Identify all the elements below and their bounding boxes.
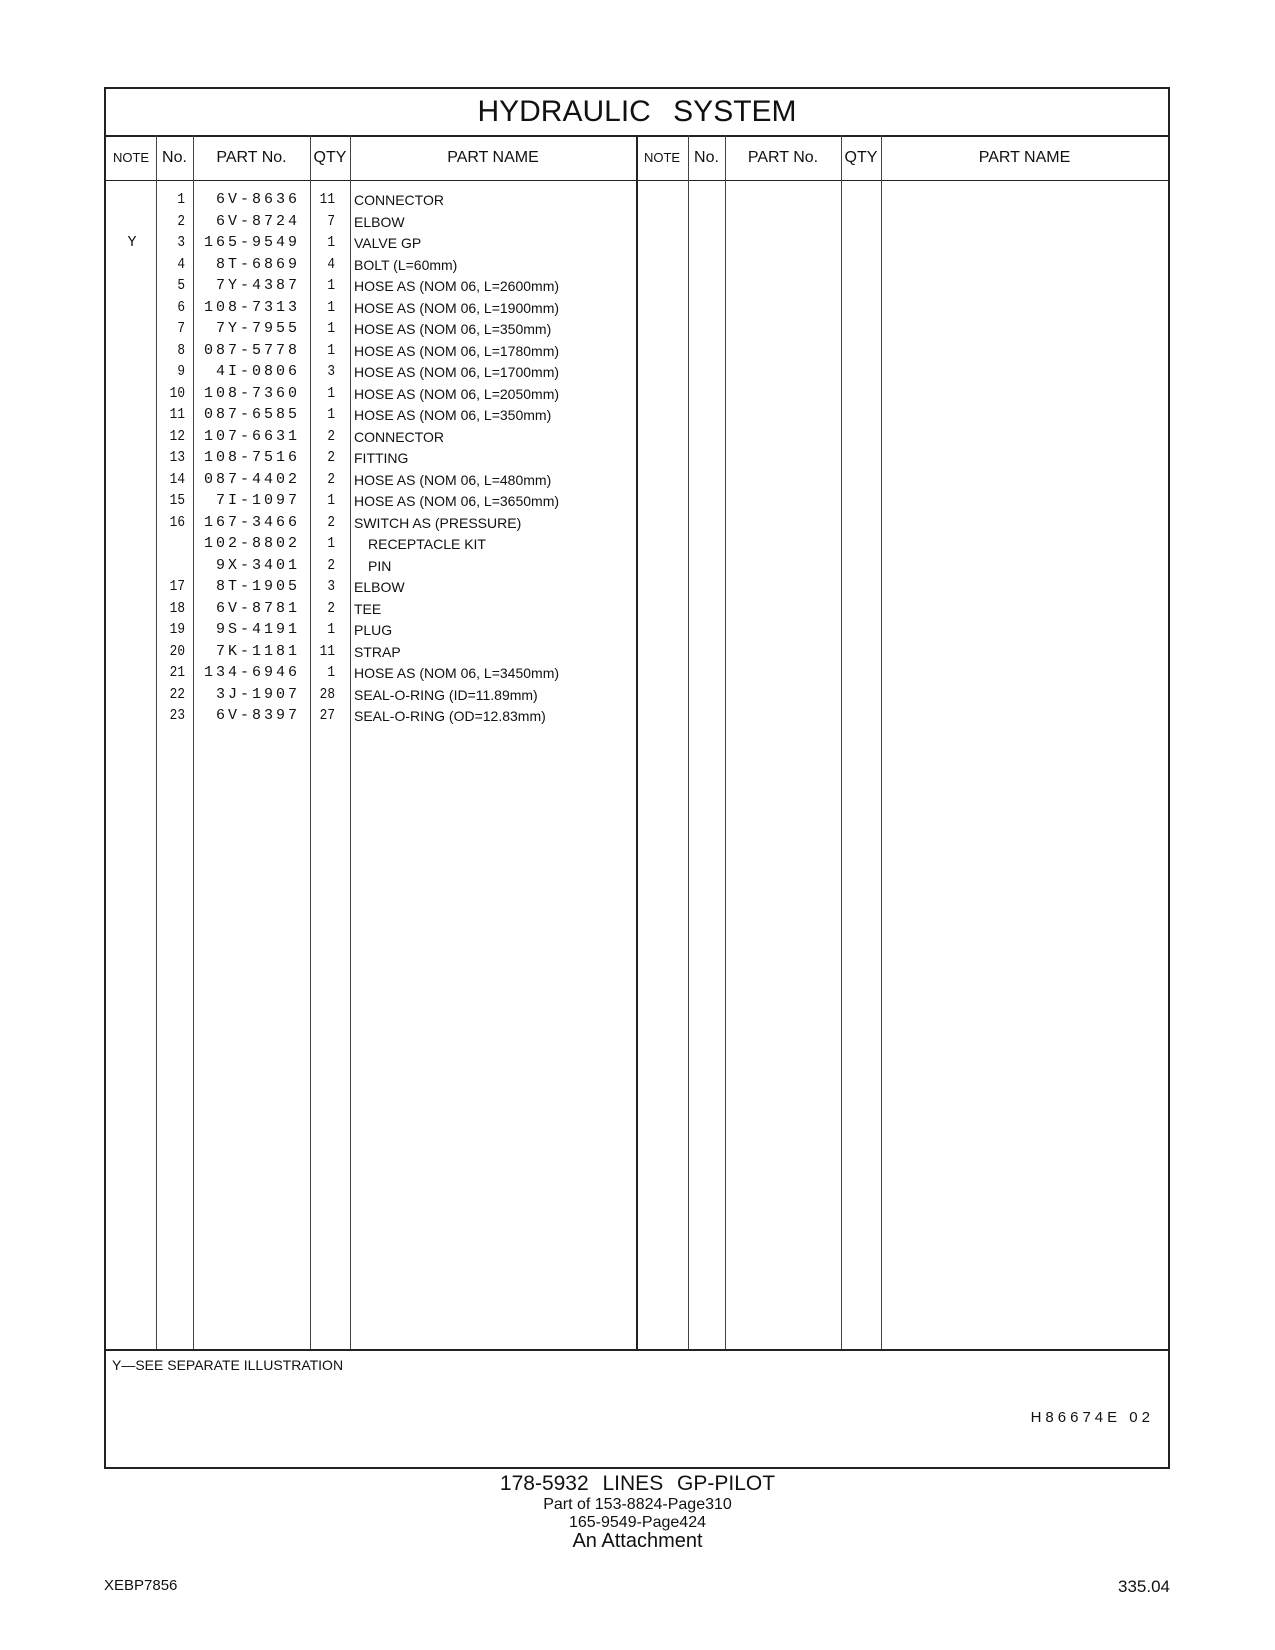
header-part-name-right: PART NAME (978, 149, 1071, 166)
row-number: 22 (169, 685, 185, 703)
table-row (106, 490, 640, 512)
row-part-name: SEAL-O-RING (OD=12.83mm) (354, 708, 546, 724)
footnote: Y—SEE SEPARATE ILLUSTRATION (112, 1357, 344, 1373)
row-number: 16 (169, 513, 185, 531)
row-part-name: HOSE AS (NOM 06, L=1780mm) (354, 342, 560, 359)
table-row (106, 254, 640, 276)
row-quantity: 1 (327, 320, 335, 337)
row-part-number: 6V-8397 (215, 707, 300, 724)
row-quantity: 1 (327, 277, 335, 294)
row-quantity: 4 (327, 255, 335, 273)
row-part-number: 107-6631 (203, 427, 300, 445)
caption-reference: 165-9549-Page424 (568, 1514, 706, 1531)
column-divider (881, 135, 882, 1349)
row-number: 21 (169, 664, 185, 681)
row-part-number: 102-8802 (203, 535, 300, 552)
row-part-name: CONNECTOR (354, 192, 444, 208)
table-bottom-rule (106, 1349, 1168, 1351)
table-row (106, 641, 640, 663)
row-part-number: 6V-8781 (215, 599, 300, 617)
header-part-no-right: PART No. (747, 149, 819, 166)
row-part-number: 165-9549 (203, 234, 300, 251)
row-quantity: 1 (327, 341, 335, 359)
row-quantity: 11 (319, 642, 335, 660)
caption-attachment: An Attachment (572, 1530, 703, 1552)
row-number: 20 (169, 642, 185, 660)
row-part-number: 7K-1181 (215, 642, 300, 660)
row-part-name: FITTING (354, 450, 409, 466)
row-number: 23 (169, 707, 185, 724)
row-quantity: 1 (327, 535, 335, 552)
row-part-name: HOSE AS (NOM 06, L=1700mm) (354, 364, 560, 380)
table-row (106, 447, 640, 469)
row-part-name: HOSE AS (NOM 06, L=2050mm) (354, 385, 560, 402)
row-quantity: 28 (319, 685, 335, 703)
row-quantity: 1 (327, 384, 335, 402)
table-row (106, 232, 640, 254)
row-part-name: ELBOW (354, 213, 405, 230)
row-number: 6 (177, 298, 185, 316)
row-number: 18 (169, 599, 185, 617)
row-quantity: 1 (327, 621, 335, 638)
row-number: 3 (177, 234, 185, 251)
row-quantity: 2 (327, 599, 335, 617)
row-part-number: 087-5778 (203, 341, 300, 359)
row-quantity: 2 (327, 556, 335, 574)
header-part-name: PART NAME (447, 149, 539, 166)
row-part-number: 167-3466 (203, 513, 300, 531)
row-note: Y (127, 234, 137, 251)
row-part-name: BOLT (L=60mm) (354, 256, 458, 273)
table-row (106, 211, 640, 233)
row-part-name: PIN (368, 557, 392, 574)
row-part-name: PLUG (354, 622, 393, 638)
header-qty-right: QTY (844, 149, 878, 166)
row-part-name: STRAP (354, 643, 401, 660)
row-part-number: 3J-1907 (215, 685, 300, 703)
row-quantity: 3 (327, 363, 335, 380)
row-quantity: 1 (327, 406, 335, 423)
row-number: 5 (177, 277, 185, 294)
table-row (106, 404, 640, 426)
caption-title: 178-5932 LINES GP-PILOT (499, 1472, 776, 1495)
row-part-name: CONNECTOR (354, 428, 444, 445)
row-quantity: 1 (327, 234, 335, 251)
row-number: 11 (169, 406, 185, 423)
row-part-number: 087-6585 (203, 406, 300, 423)
header-no: No. (162, 149, 187, 166)
row-quantity: 2 (327, 513, 335, 531)
row-part-number: 4I-0806 (215, 363, 300, 380)
illustration-code: H86674E 02 (1030, 1409, 1154, 1426)
header-note: NOTE (112, 150, 150, 165)
row-part-name: HOSE AS (NOM 06, L=3650mm) (354, 493, 560, 509)
row-quantity: 2 (327, 427, 335, 445)
table-row (106, 533, 640, 555)
row-part-number: 8T-6869 (215, 255, 300, 273)
row-quantity: 2 (327, 449, 335, 466)
row-part-number: 9S-4191 (215, 621, 300, 638)
table-row (106, 576, 640, 598)
row-part-name: ELBOW (354, 579, 405, 595)
header-part-no: PART No. (216, 149, 287, 166)
page-title: HYDRAULIC SYSTEM (106, 89, 1168, 137)
row-number: 14 (169, 470, 185, 488)
row-quantity: 1 (327, 298, 335, 316)
header-no-right: No. (694, 149, 719, 166)
row-part-number: 7Y-7955 (215, 320, 300, 337)
row-part-name: RECEPTACLE KIT (368, 536, 486, 552)
row-quantity: 3 (327, 578, 335, 595)
row-number: 8 (177, 341, 185, 359)
table-row (106, 662, 640, 684)
row-quantity: 1 (327, 492, 335, 509)
row-part-number: 087-4402 (203, 470, 300, 488)
row-number: 4 (177, 255, 185, 273)
row-part-number: 7I-1097 (215, 492, 300, 509)
row-part-number: 6V-8636 (215, 191, 300, 208)
table-row (106, 318, 640, 340)
table-row (106, 275, 640, 297)
row-part-name: VALVE GP (354, 235, 422, 251)
row-number: 12 (169, 427, 185, 445)
column-divider (688, 135, 689, 1349)
caption-part-of: Part of 153-8824-Page310 (543, 1496, 732, 1513)
row-number: 2 (177, 212, 185, 230)
row-number: 13 (169, 449, 185, 466)
row-part-number: 108-7360 (203, 384, 300, 402)
table-row (106, 297, 640, 319)
row-part-number: 134-6946 (203, 664, 300, 681)
row-number: 15 (169, 492, 185, 509)
table-row (106, 426, 640, 448)
column-divider (725, 135, 726, 1349)
header-note-right: NOTE (643, 150, 681, 165)
row-part-name: HOSE AS (NOM 06, L=350mm) (354, 321, 552, 337)
header-qty: QTY (313, 149, 347, 166)
table-row (106, 361, 640, 383)
table-row (106, 598, 640, 620)
row-part-name: HOSE AS (NOM 06, L=350mm) (354, 407, 552, 423)
row-part-name: SWITCH AS (PRESSURE) (354, 514, 522, 531)
row-part-number: 108-7313 (203, 298, 300, 316)
table-row (106, 555, 640, 577)
table-row (106, 512, 640, 534)
row-part-number: 6V-8724 (215, 212, 300, 230)
row-quantity: 2 (327, 470, 335, 488)
page-number: 335.04 (1118, 1577, 1170, 1596)
row-quantity: 7 (327, 212, 335, 230)
row-quantity: 27 (319, 707, 335, 724)
row-part-name: TEE (354, 600, 382, 617)
row-quantity: 1 (327, 664, 335, 681)
table-row (106, 469, 640, 491)
row-part-name: HOSE AS (NOM 06, L=3450mm) (354, 665, 560, 681)
table-row (106, 340, 640, 362)
document-id: XEBP7856 (104, 1577, 178, 1594)
table-row (106, 383, 640, 405)
row-part-name: HOSE AS (NOM 06, L=2600mm) (354, 278, 560, 294)
table-row (106, 705, 640, 727)
row-number: 7 (177, 320, 185, 337)
row-number: 9 (177, 363, 185, 380)
row-part-name: SEAL-O-RING (ID=11.89mm) (354, 686, 538, 703)
row-part-number: 108-7516 (203, 449, 300, 466)
row-number: 10 (169, 384, 185, 402)
table-row (106, 619, 640, 641)
table-row (106, 684, 640, 706)
row-number: 17 (169, 578, 185, 595)
parts-table-frame (104, 87, 1170, 1469)
table-row (106, 189, 640, 211)
row-part-number: 7Y-4387 (215, 277, 300, 294)
column-divider (841, 135, 842, 1349)
row-part-number: 8T-1905 (215, 578, 300, 595)
row-part-number: 9X-3401 (215, 556, 300, 574)
row-part-name: HOSE AS (NOM 06, L=480mm) (354, 471, 552, 488)
row-part-name: HOSE AS (NOM 06, L=1900mm) (354, 299, 560, 316)
row-quantity: 11 (319, 191, 335, 208)
row-number: 1 (177, 191, 185, 208)
row-number: 19 (169, 621, 185, 638)
